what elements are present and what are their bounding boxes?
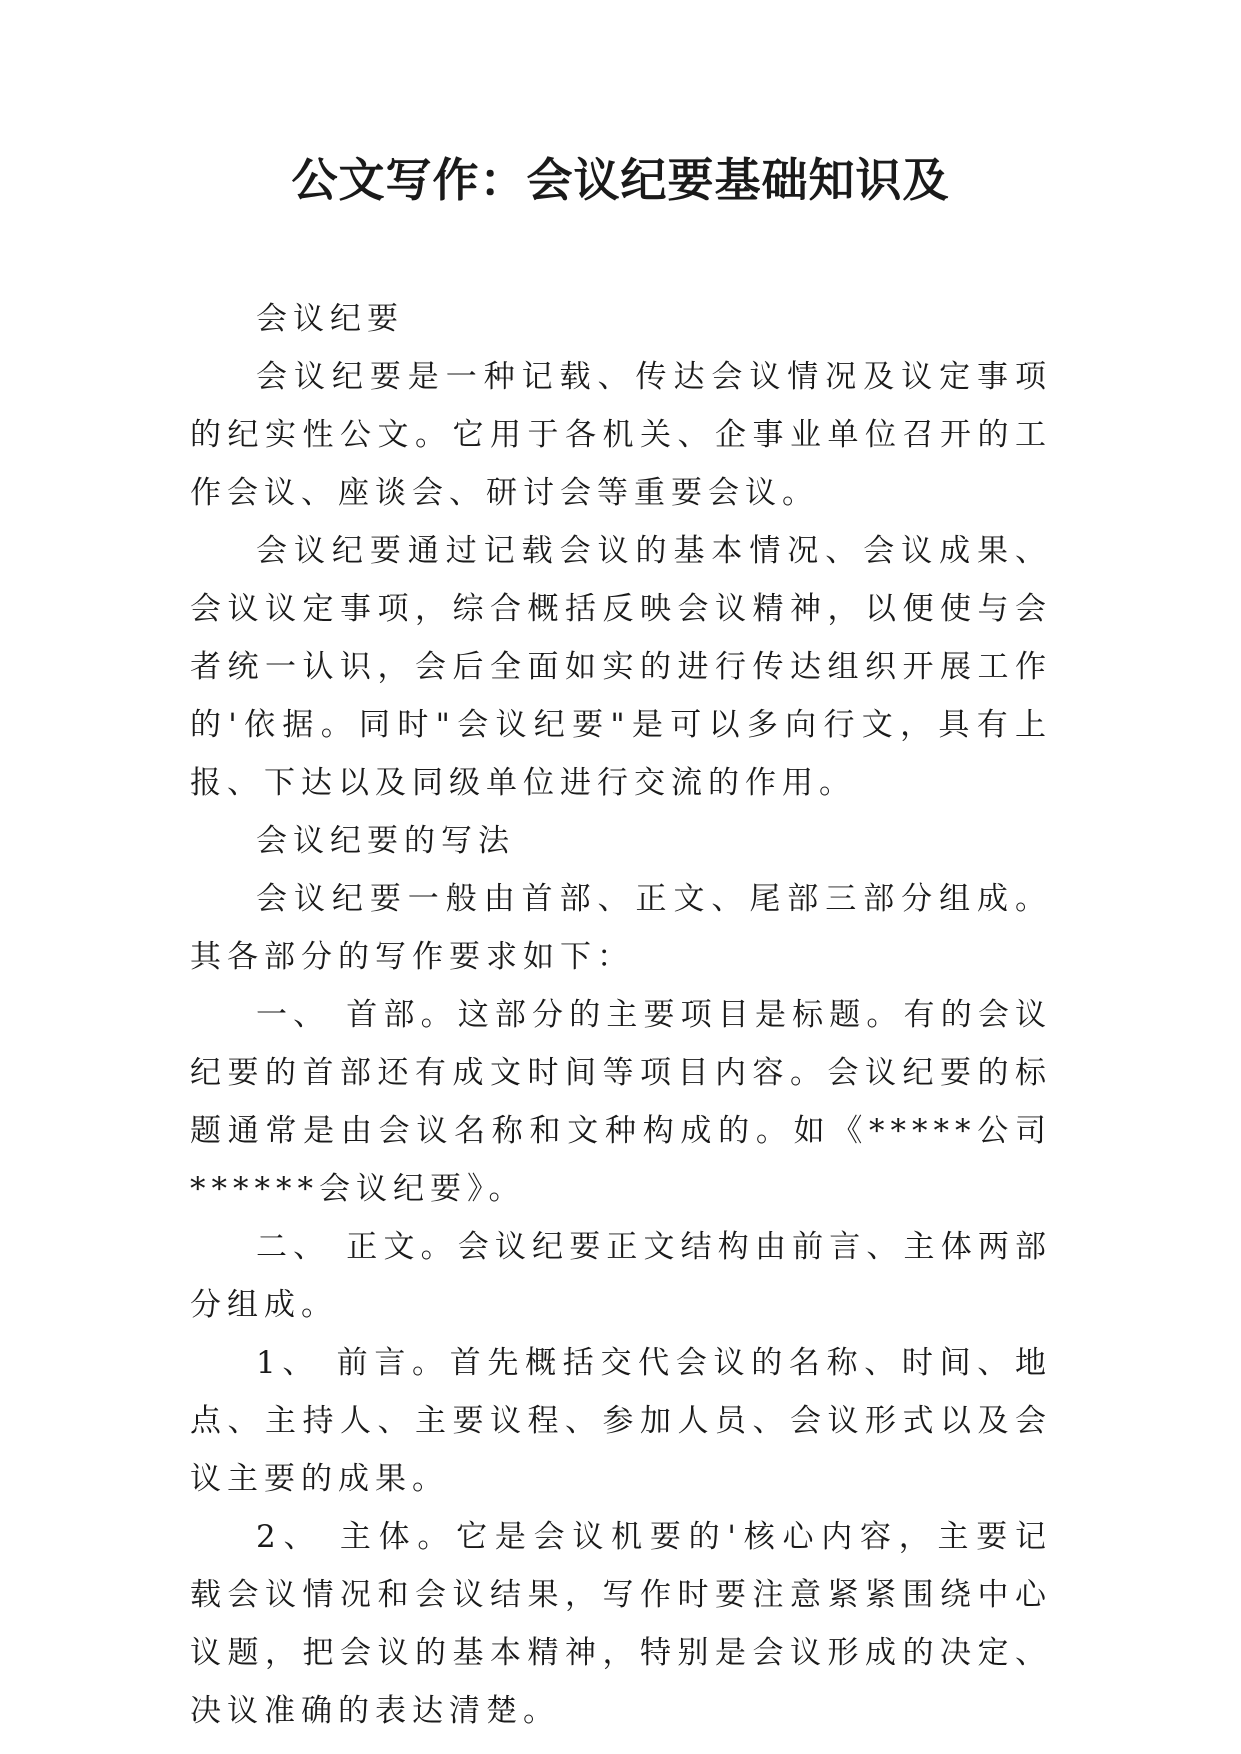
document-body: [190, 290, 1052, 1740]
heading-meeting-minutes: 会议纪要: [256, 301, 404, 337]
paragraph-definition: 会议纪要是一种记载、传达会议情况及议定事项的纪实性公文。它用于各机关、企事业单位召开的工作会议、座谈会、研讨会等重要会议。: [190, 359, 1052, 511]
paragraph-section-body: 二、 正文。会议纪要正文结构由前言、主体两部分组成。: [190, 1229, 1052, 1323]
paragraph-purpose: 会议纪要通过记载会议的基本情况、会议成果、会议议定事项，综合概括反映会议精神，以便使与会者统一认识，会后全面如实的进行传达组织开展工作的'依据。同时"会议纪要"是可以多向行文，具有上报、下达以及同级单位进行交流的作用。: [190, 533, 1052, 801]
heading-writing-method: 会议纪要的写法: [256, 823, 515, 859]
paragraph-section-header: 一、 首部。这部分的主要项目是标题。有的会议纪要的首部还有成文时间等项目内容。会议纪要的标题通常是由会议名称和文种构成的。如《*****公司******会议纪要》。: [190, 997, 1052, 1207]
document-title: 公文写作：会议纪要基础知识及: [291, 153, 950, 207]
paragraph-structure: 会议纪要一般由首部、正文、尾部三部分组成。其各部分的写作要求如下：: [190, 881, 1052, 975]
paragraph-preface: 1、 前言。首先概括交代会议的名称、时间、地点、主持人、主要议程、参加人员、会议形式以及会议主要的成果。: [190, 1345, 1052, 1497]
paragraph-main-content: 2、 主体。它是会议机要的'核心内容，主要记载会议情况和会议结果，写作时要注意紧紧围绕中心议题，把会议的基本精神，特别是会议形成的决定、决议准确的表达清楚。: [190, 1519, 1052, 1729]
